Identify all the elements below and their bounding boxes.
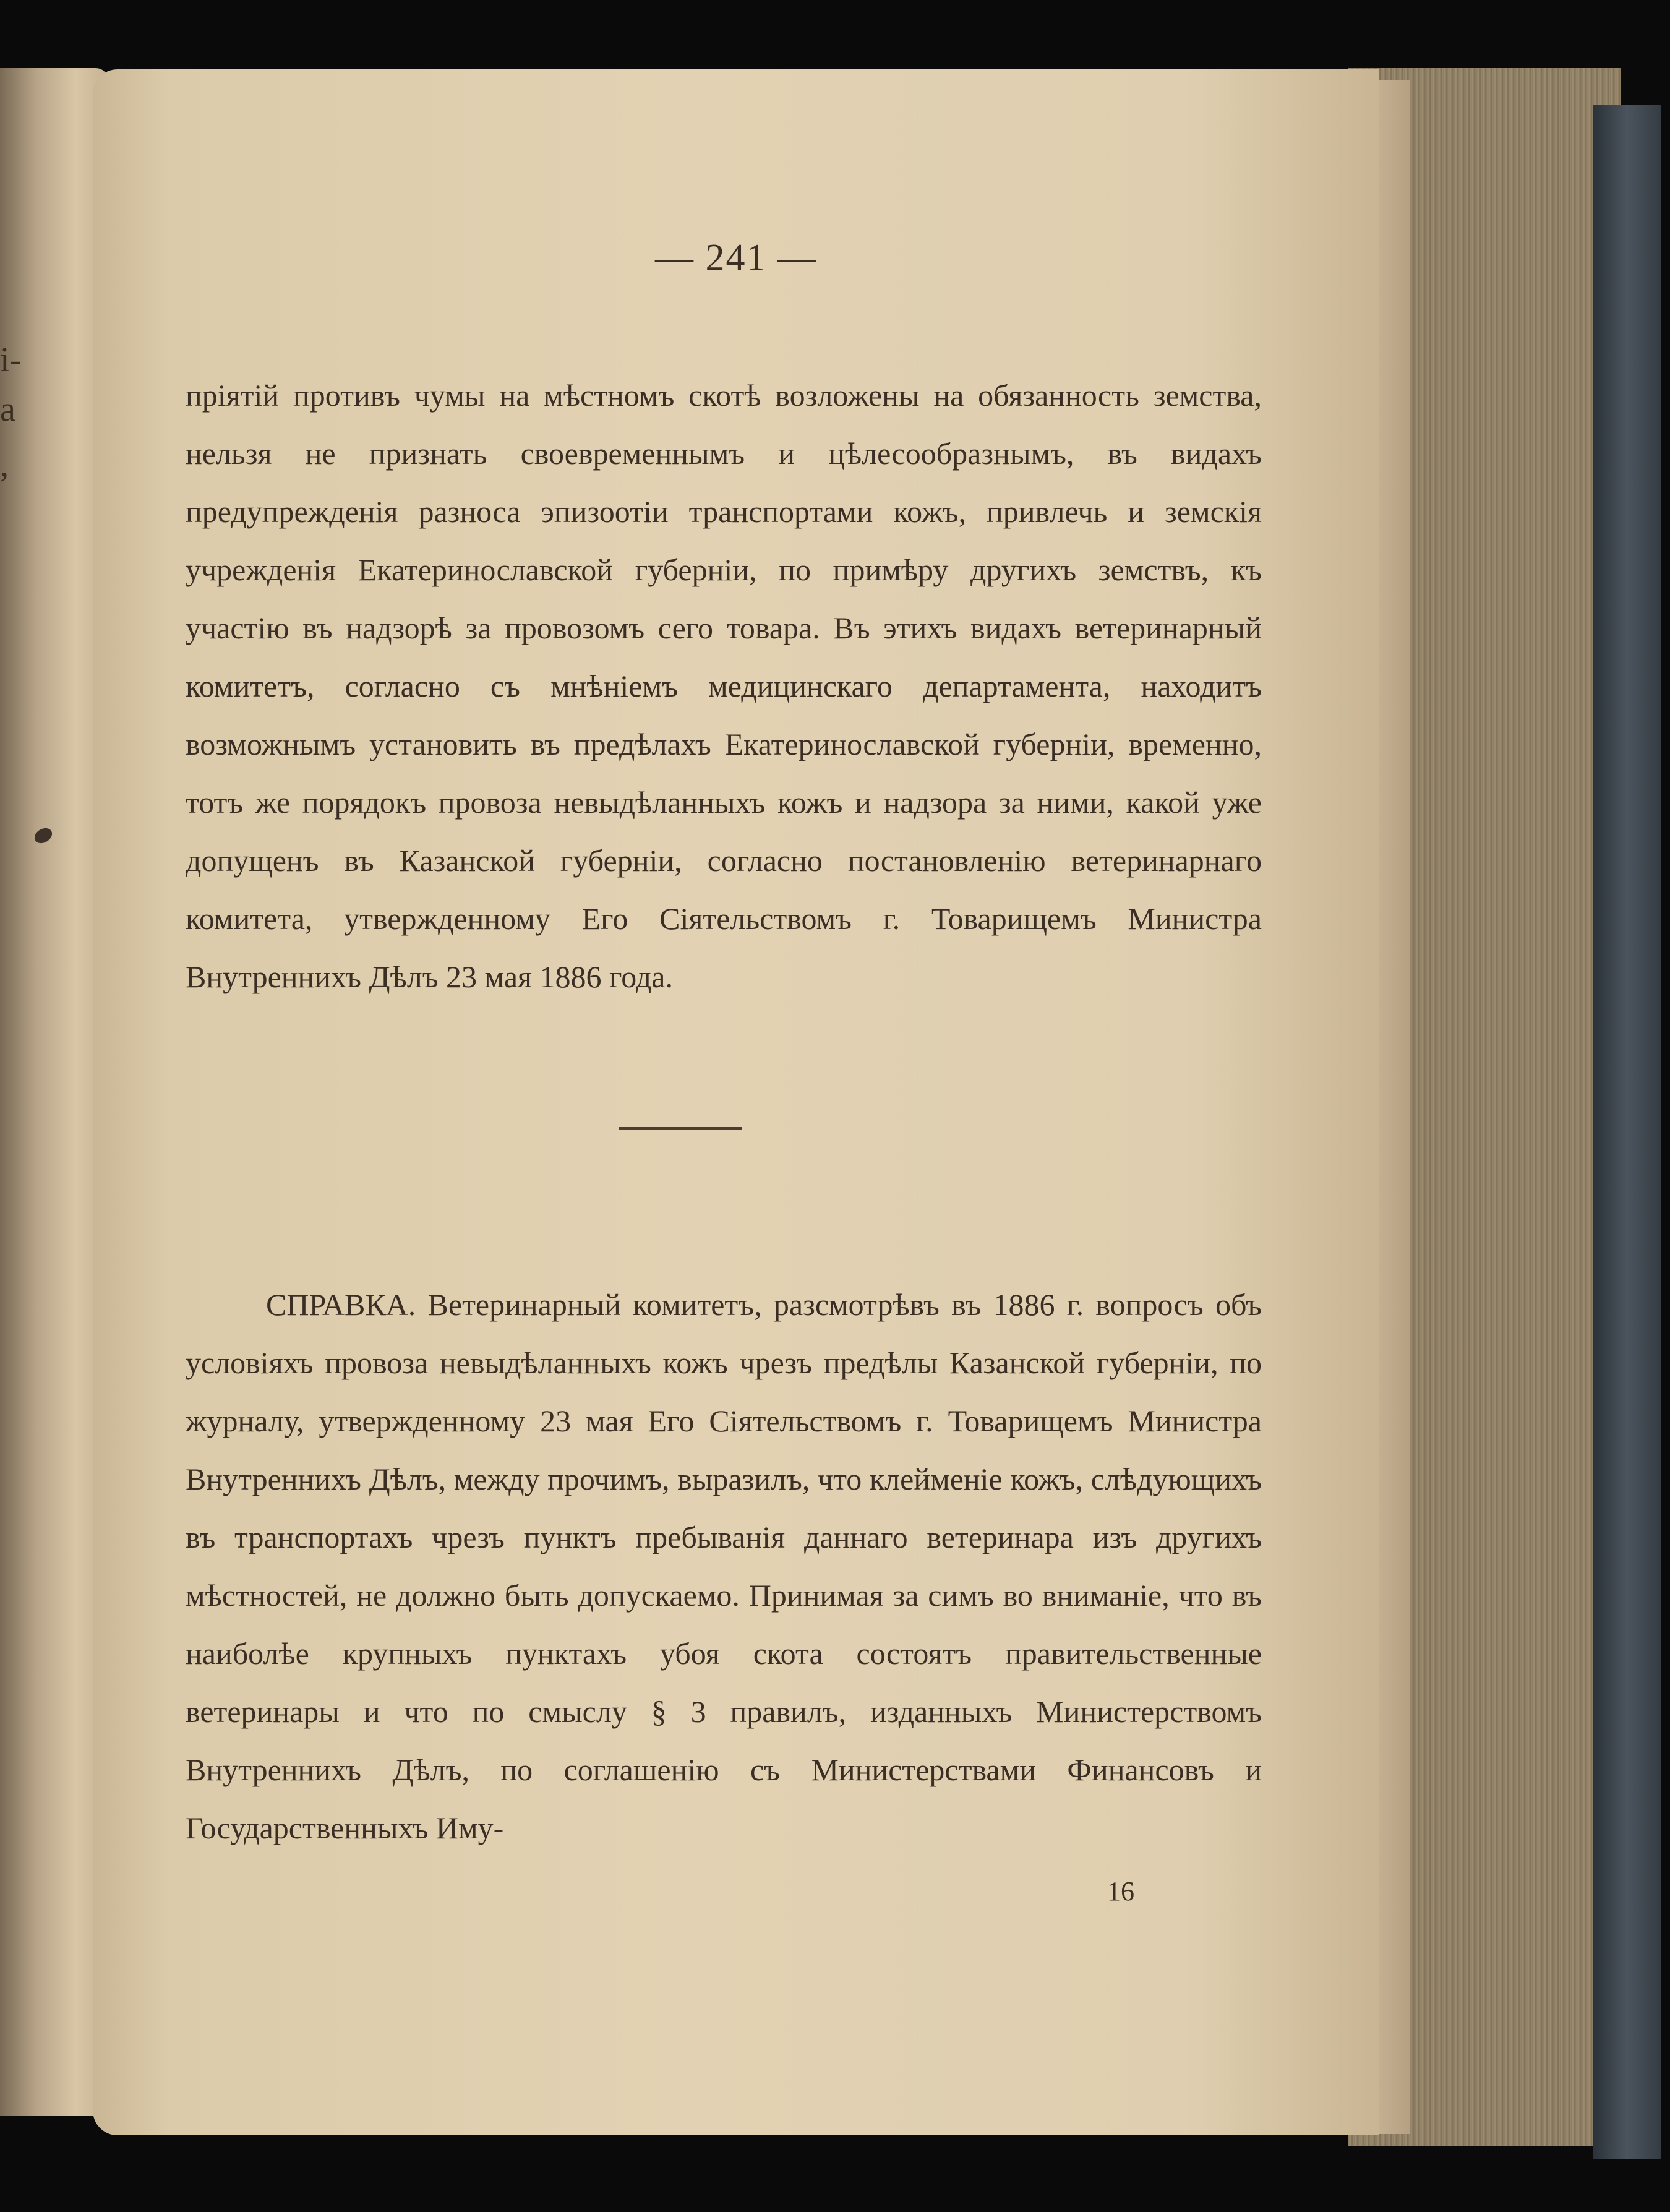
page-number-header: — 241 — bbox=[655, 237, 817, 279]
left-page-fragment-2: а bbox=[0, 390, 15, 429]
paragraph-spravka: СПРАВКА. Ветеринарный комитетъ, разсмотрѣвъ въ 1886 г. вопросъ объ условіяхъ провоза невыдѣланныхъ кожъ чрезъ предѣлы Казанской губерніи, по журналу, утвержденному 23 мая Его Сіятельствомъ г. Товарищемъ Министра Внутреннихъ Дѣлъ, между прочимъ, выразилъ, что клейменіе кожъ, слѣдующихъ въ транспортахъ чрезъ пунктъ пребыванія даннаго ветеринара изъ другихъ мѣстностей, не должно быть допускаемо. Принимая за симъ во вниманіе, что въ наиболѣе крупныхъ пунктахъ убоя скота состоятъ правительственные ветеринары и что по смыслу § 3 правилъ, изданныхъ Министерствомъ Внутреннихъ Дѣлъ, по соглашенію съ Министерствами Финансовъ и Государственныхъ Иму- bbox=[186, 1287, 1262, 1845]
left-page-fragment-1: і- bbox=[0, 341, 22, 379]
book-page bbox=[93, 69, 1379, 2135]
left-page-fragment-3: , bbox=[0, 446, 9, 484]
signature-mark: 16 bbox=[1107, 1876, 1134, 1906]
previous-page-edge bbox=[0, 68, 108, 2116]
book-cover bbox=[1593, 105, 1661, 2159]
paragraph-continuation: пріятій противъ чумы на мѣстномъ скотѣ возложены на обязанность земства, нельзя не признать своевременнымъ и цѣлесообразнымъ, въ видахъ предупрежденія разноса эпизоотіи транспортами кожъ, привлечь и земскія учрежденія Екатеринославской губерніи, по примѣру другихъ земствъ, къ участію въ надзорѣ за провозомъ сего товара. Въ этихъ видахъ ветеринарный комитетъ, согласно съ мнѣніемъ медицинскаго департамента, находитъ возможнымъ установить въ предѣлахъ Екатеринославской губерніи, временно, тотъ же порядокъ провоза невыдѣланныхъ кожъ и надзора за ними, какой уже допущенъ въ Казанской губерніи, согласно постановленію ветеринарнаго комитета, утвержденному Его Сіятельствомъ г. Товарищемъ Министра Внутреннихъ Дѣлъ 23 мая 1886 года. bbox=[186, 378, 1262, 994]
section-divider bbox=[619, 1127, 742, 1130]
